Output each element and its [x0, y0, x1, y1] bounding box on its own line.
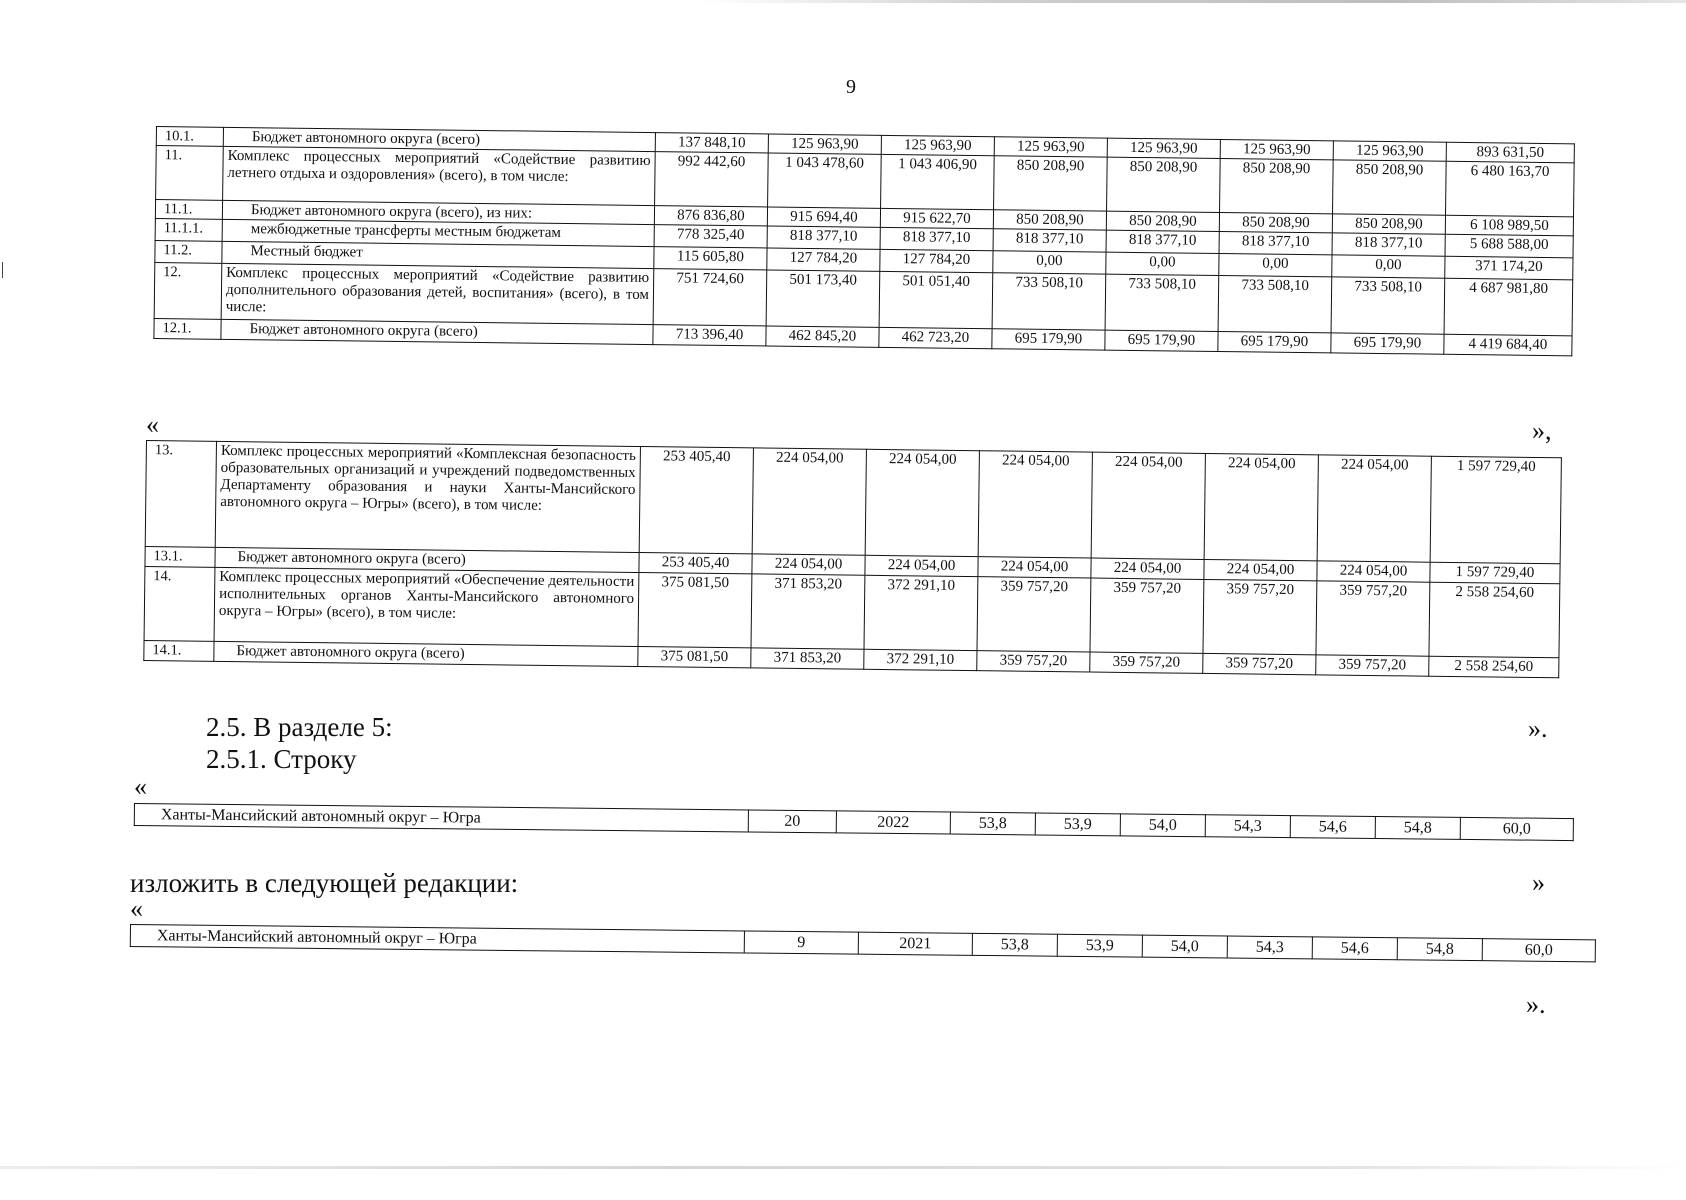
row-description: Комплекс процессных мероприятий «Обеспечение деятельности исполнительных органов Ханты-Мансийского автономного округа – Югры» (всего), в том числе:	[214, 567, 639, 646]
value-cell: 375 081,50	[638, 573, 752, 648]
value-cell: 125 963,90	[1220, 140, 1333, 160]
indicator-value: 53,9	[1035, 813, 1120, 836]
row-description: Бюджет автономного округа (всего), из них:	[222, 200, 654, 224]
table-row	[145, 441, 1561, 564]
scan-artifact-bottom	[0, 1166, 1686, 1169]
value-cell: 359 757,20	[1090, 578, 1204, 653]
value-cell: 359 757,20	[1203, 653, 1316, 674]
row-description: Бюджет автономного округа (всего)	[223, 127, 655, 151]
indicator-value: 54,8	[1397, 938, 1482, 961]
value-cell: 915 622,70	[880, 208, 993, 228]
value-cell: 1 043 406,90	[881, 154, 995, 209]
value-cell: 6 108 989,50	[1445, 215, 1573, 236]
value-cell: 0,00	[1219, 253, 1332, 276]
row-number: 14.	[144, 566, 215, 641]
value-cell: 115 605,80	[654, 247, 767, 270]
value-cell: 253 405,40	[639, 447, 753, 554]
row-number: 11.1.1.	[155, 218, 222, 241]
row-number: 10.1.	[156, 127, 223, 147]
value-cell: 501 173,40	[766, 270, 880, 327]
value-cell: 713 396,40	[653, 325, 766, 346]
quote-close-3: »	[1532, 868, 1545, 897]
value-cell: 372 291,10	[864, 649, 977, 670]
value-cell: 2 558 254,60	[1429, 656, 1559, 678]
row-description: Комплекс процессных мероприятий «Комплексная безопасность образовательных организаций и учреждений подведомственных Департаменту образования и науки Ханты-Мансийского автономного округа – Югры» (всего), в том числе:	[215, 441, 640, 552]
value-cell: 695 179,90	[992, 329, 1105, 350]
budget-table-top	[153, 126, 1574, 356]
value-cell: 0,00	[993, 251, 1106, 274]
value-cell: 695 179,90	[1331, 333, 1444, 354]
region-name: Ханты-Мансийский автономный округ – Югра	[130, 925, 744, 953]
indicator-row-old-wrap	[134, 803, 1574, 841]
value-cell: 992 442,60	[655, 152, 769, 207]
value-cell: 501 051,40	[879, 271, 993, 328]
value-cell: 224 054,00	[1317, 561, 1430, 582]
row-description: межбюджетные трансферты местным бюджетам	[222, 219, 654, 246]
value-cell: 778 325,40	[654, 225, 767, 248]
row-number: 12.1.	[154, 318, 221, 339]
value-cell: 372 291,10	[864, 575, 978, 650]
value-cell: 224 054,00	[1091, 452, 1205, 559]
value-cell: 733 508,10	[1331, 277, 1445, 334]
value-cell: 733 508,10	[1218, 275, 1332, 332]
indicator-value: 53,9	[1057, 934, 1142, 957]
row-number: 11.2.	[155, 240, 222, 263]
indicator-value: 54,0	[1142, 935, 1227, 958]
value-cell: 818 377,10	[767, 226, 880, 249]
value-cell: 1 043 478,60	[768, 153, 882, 208]
value-cell: 2 558 254,60	[1429, 582, 1560, 658]
scan-artifact-top	[700, 0, 1686, 3]
value-cell: 915 694,40	[767, 207, 880, 227]
value-cell: 125 963,90	[1107, 138, 1220, 158]
value-cell: 850 208,90	[1220, 159, 1334, 214]
page-number: 9	[846, 76, 856, 98]
value-cell: 224 054,00	[865, 555, 978, 576]
indicator-value: 2021	[858, 932, 972, 955]
value-cell: 359 757,20	[977, 577, 1091, 652]
row-number: 13.	[145, 441, 216, 548]
value-cell: 850 208,90	[1219, 212, 1332, 232]
indicator-value: 60,0	[1460, 817, 1573, 840]
value-cell: 359 757,20	[1316, 655, 1429, 676]
indicator-row-old	[134, 803, 1574, 841]
value-cell: 850 208,90	[994, 156, 1108, 211]
quote-open-3: «	[130, 894, 143, 923]
value-cell: 224 054,00	[865, 449, 979, 556]
row-number: 13.1.	[145, 546, 215, 567]
value-cell: 695 179,90	[1105, 330, 1218, 351]
indicator-value: 20	[748, 810, 836, 833]
value-cell: 818 377,10	[880, 227, 993, 250]
value-cell: 733 508,10	[1105, 274, 1219, 331]
value-cell: 371 853,20	[751, 648, 864, 669]
value-cell: 224 054,00	[1204, 453, 1318, 560]
value-cell: 359 757,20	[1203, 579, 1317, 654]
value-cell: 850 208,90	[1333, 160, 1447, 215]
value-cell: 893 631,50	[1446, 142, 1574, 163]
row-description: Комплекс процессных мероприятий «Содействие развитию дополнительного образования детей, воспитания» (всего), в том числе:	[221, 263, 654, 324]
row-number: 14.1.	[144, 640, 214, 661]
row-description: Бюджет автономного округа (всего)	[221, 319, 653, 344]
quote-close-1: »,	[1532, 416, 1552, 445]
quote-close-4: ».	[1526, 990, 1546, 1019]
value-cell: 127 784,20	[880, 249, 993, 272]
quote-open-1: «	[146, 410, 159, 439]
indicator-value: 54,6	[1312, 937, 1397, 960]
indicator-value: 54,6	[1290, 816, 1375, 839]
value-cell: 0,00	[1106, 252, 1219, 275]
value-cell: 125 963,90	[881, 135, 994, 155]
indicator-row	[134, 804, 1573, 841]
indicator-value: 54,8	[1375, 817, 1460, 840]
value-cell: 224 054,00	[978, 451, 1092, 558]
value-cell: 751 724,60	[653, 269, 767, 326]
value-cell: 1 597 729,40	[1430, 456, 1561, 564]
indicator-value: 2022	[836, 811, 950, 834]
value-cell: 125 963,90	[1333, 141, 1446, 161]
row-description: Бюджет автономного округа (всего)	[215, 547, 639, 572]
scan-artifact-left	[2, 262, 3, 278]
value-cell: 0,00	[1332, 255, 1445, 278]
value-cell: 818 377,10	[1106, 230, 1219, 253]
value-cell: 224 054,00	[1091, 558, 1204, 579]
row-description: Бюджет автономного округа (всего)	[214, 641, 638, 666]
indicator-value: 9	[744, 931, 858, 954]
value-cell: 125 963,90	[768, 134, 881, 154]
value-cell: 224 054,00	[1204, 559, 1317, 580]
value-cell: 850 208,90	[1106, 211, 1219, 231]
indicator-value: 54,3	[1227, 936, 1312, 959]
value-cell: 818 377,10	[1219, 231, 1332, 254]
budget-table-mid-wrap	[143, 440, 1562, 678]
value-cell: 462 845,20	[766, 326, 879, 347]
restate-text: изложить в следующей редакции:	[130, 868, 519, 898]
region-name: Ханты-Мансийский автономный округ – Югра	[134, 804, 748, 832]
budget-table-top-wrap	[153, 126, 1574, 356]
row-description: Комплекс процессных мероприятий «Содействие развитию летнего отдыха и оздоровления» (всего), в том числе:	[223, 146, 656, 205]
value-cell: 850 208,90	[1107, 157, 1221, 212]
indicator-row-new	[130, 924, 1596, 962]
indicator-row-new-wrap	[130, 924, 1596, 962]
row-number: 11.	[156, 146, 224, 201]
value-cell: 224 054,00	[752, 448, 866, 555]
value-cell: 6 480 163,70	[1446, 161, 1575, 217]
value-cell: 1 597 729,40	[1430, 562, 1560, 584]
indicator-row	[130, 925, 1595, 962]
value-cell: 359 757,20	[1316, 581, 1430, 656]
value-cell: 876 836,80	[654, 206, 767, 226]
value-cell: 462 723,20	[879, 327, 992, 348]
value-cell: 253 405,40	[639, 553, 752, 574]
value-cell: 224 054,00	[752, 554, 865, 575]
value-cell: 359 757,20	[977, 651, 1090, 672]
value-cell: 127 784,20	[767, 248, 880, 271]
value-cell: 850 208,90	[1332, 214, 1445, 234]
value-cell: 4 687 981,80	[1444, 278, 1573, 336]
value-cell: 371 174,20	[1445, 256, 1573, 280]
quote-open-2: «	[134, 772, 147, 801]
indicator-value: 53,8	[950, 812, 1035, 835]
indicator-value: 60,0	[1482, 939, 1595, 962]
row-number: 12.	[154, 262, 222, 319]
value-cell: 371 853,20	[751, 574, 865, 649]
indicator-value: 53,8	[972, 933, 1057, 956]
value-cell: 733 508,10	[992, 273, 1106, 330]
value-cell: 125 963,90	[994, 137, 1107, 157]
value-cell: 137 848,10	[655, 133, 768, 153]
indicator-value: 54,0	[1120, 814, 1205, 837]
subsection-heading: 2.5.1. Строку	[206, 744, 357, 774]
indicator-value: 54,3	[1205, 815, 1290, 838]
row-number: 11.1.	[155, 200, 222, 220]
section-heading: 2.5. В разделе 5:	[206, 712, 393, 742]
value-cell: 850 208,90	[993, 210, 1106, 230]
value-cell: 818 377,10	[1332, 233, 1445, 256]
value-cell: 359 757,20	[1090, 652, 1203, 673]
value-cell: 224 054,00	[1317, 455, 1431, 562]
value-cell: 224 054,00	[978, 557, 1091, 578]
value-cell: 4 419 684,40	[1444, 334, 1572, 356]
budget-table-mid	[143, 440, 1562, 678]
quote-close-2: ».	[1528, 714, 1548, 743]
value-cell: 695 179,90	[1218, 331, 1331, 352]
row-description: Местный бюджет	[222, 241, 654, 268]
value-cell: 5 688 588,00	[1445, 234, 1573, 258]
value-cell: 818 377,10	[993, 229, 1106, 252]
value-cell: 375 081,50	[638, 647, 751, 668]
